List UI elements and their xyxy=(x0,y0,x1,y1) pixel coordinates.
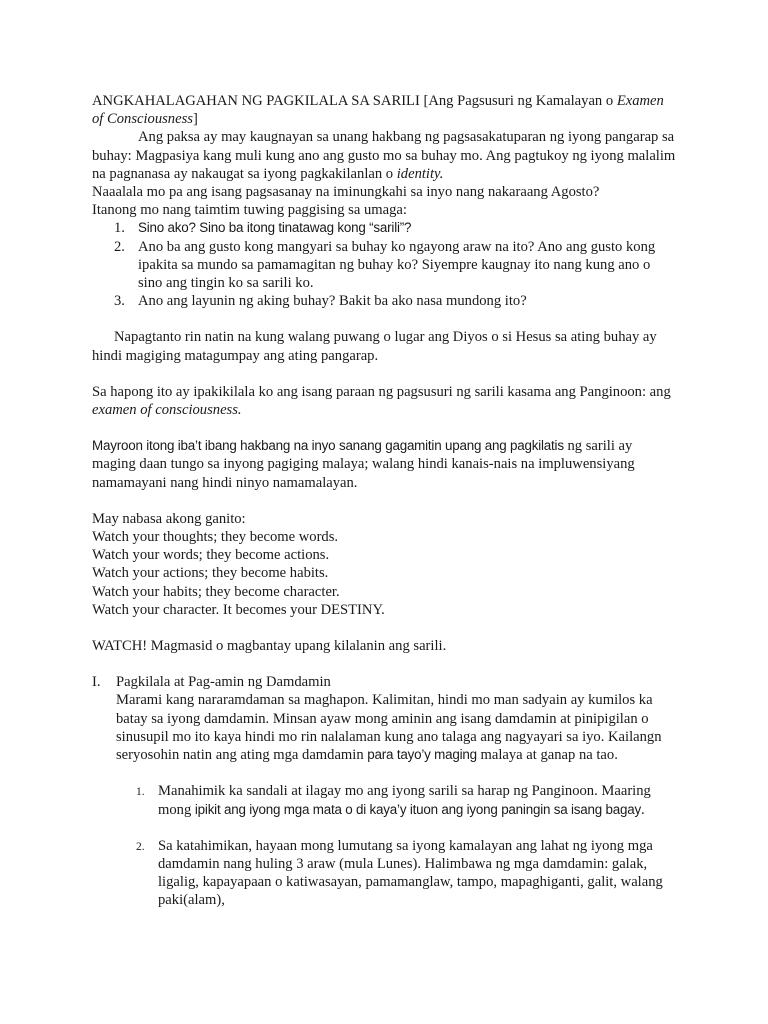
section-number: I. xyxy=(92,674,101,691)
question-text: Ano ang layunin ng aking buhay? Bakit ba ako nasa mundong ito? xyxy=(138,293,527,310)
title-bracket: [Ang Pagsusuri ng Kamalayan o xyxy=(423,93,617,109)
step-number: 1. xyxy=(136,786,145,799)
step-sans-text: ipikit ang iyong mga mata o di kaya’y ituon ang iyong paningin sa isang bagay xyxy=(194,801,642,817)
intro-instruction-line: Itanong mo nang taimtim tuwing paggising sa umaga: xyxy=(92,202,407,219)
question-item xyxy=(92,238,676,293)
section-sans-text: para tayo’y maging xyxy=(367,747,477,763)
step-text-end: . xyxy=(641,801,645,818)
section-title: Pagkilala at Pag-amin ng Damdamin xyxy=(116,674,331,691)
section-text-end: malaya at ganap na tao. xyxy=(476,747,618,764)
section-text: Marami kang nararamdaman sa maghapon. Kalimitan, hindi mo man sadyain ay kumilos ka batay sa iyong damdamin. Minsan ayaw mong aminin ang isang damdamin at pinipigilan o sinusupil mo ito kaya hindi mo rin nalalaman kung ano talaga ang nagyayari sa iyo. Kailangn seryosohin natin ang ating mga damdamin xyxy=(116,692,662,764)
step-item xyxy=(92,837,676,910)
question-item xyxy=(92,219,676,237)
mayroon-rest-text: ng sarili ay maging daan tungo sa inyong pagiging malaya; walang hindi kanais-nais na impluwensiyang namamayani nang hindi ninyo namamalayan. xyxy=(92,438,635,491)
question-number: 2. xyxy=(114,238,125,255)
paragraph-napagtanto: Napagtanto rin natin na kung walang puwang o lugar ang Diyos o si Hesus sa ating buhay ay hindi magiging matagumpay ang ating pangarap. xyxy=(92,329,657,364)
intro-question-line: Naaalala mo pa ang isang pagsasanay na iminungkahi sa inyo nang nakaraang Agosto? xyxy=(92,184,600,201)
paragraph-mayroon xyxy=(92,437,676,492)
section-pagkilala xyxy=(92,673,676,764)
section-paragraph xyxy=(116,691,676,764)
intro-italic: identity. xyxy=(396,165,444,182)
intro-paragraph xyxy=(92,128,676,183)
document-title xyxy=(92,92,676,128)
step-list xyxy=(92,782,676,909)
title-close: ] xyxy=(192,111,198,128)
quote-intro: May nabasa akong ganito: xyxy=(92,510,246,527)
quote-line: Watch your thoughts; they become words. xyxy=(92,529,339,546)
watch-line: WATCH! Magmasid o magbantay upang kilalanin ang sarili. xyxy=(92,638,447,655)
title-main: ANGKAHALAGAHAN NG PAGKILALA SA SARILI xyxy=(92,93,424,109)
step-text: Sa katahimikan, hayaan mong lumutang sa iyong kamalayan ang lahat ng iyong mga damdamin nang huling 3 araw (mula Lunes). Halimbawa ng mga damdamin: galak, ligalig, kapayapaan o katiwasayan, pamamanglaw, tampo, mapaghiganti, galit, walang paki(alam), xyxy=(158,837,663,909)
hapon-italic: examen of consciousness. xyxy=(92,402,242,419)
step-number: 2. xyxy=(136,840,145,853)
question-item xyxy=(92,292,676,310)
title-italic: Examen of Consciousness xyxy=(92,93,664,128)
question-number: 3. xyxy=(114,293,125,310)
question-number: 1. xyxy=(114,220,125,237)
step-text: Manahimik ka sandali at ilagay mo ang iyong sarili sa harap ng Panginoon. Maaring mong xyxy=(158,783,651,818)
mayroon-sans-text: Mayroon itong iba’t ibang hakbang na inyo sanang gagamitin upang ang pagkilatis xyxy=(92,438,564,454)
hapon-text: Sa hapong ito ay ipakikilala ko ang isang paraan ng pagsusuri ng sarili kasama ang Panginoon: ang xyxy=(92,383,671,400)
intro-text: Ang paksa ay may kaugnayan sa unang hakbang ng pagsasakatuparan ng iyong pangarap sa buhay: Magpasiya kang muli kung ano ang gusto mo sa buhay mo. Ang pagtukoy ng iyong malalim na pagnanasa ay nakaugat sa iyong pagkakilanlan o xyxy=(92,129,676,182)
quote-line: Watch your habits; they become character. xyxy=(92,583,340,600)
paragraph-hapon xyxy=(92,383,676,419)
step-item xyxy=(92,782,676,818)
quote-line: Watch your character. It becomes your DESTINY. xyxy=(92,601,385,618)
quote-line: Watch your actions; they become habits. xyxy=(92,565,329,582)
quote-line: Watch your words; they become actions. xyxy=(92,547,330,564)
question-list xyxy=(92,219,676,310)
question-text: Ano ba ang gusto kong mangyari sa buhay ko ngayong araw na ito? Ano ang gusto kong ipakita sa mundo sa pamamagitan ng buhay ko? Siyempre kaugnay ito nang kung ano o sino ang tingin ko sa sarili ko. xyxy=(138,238,656,292)
question-text: Sino ako? Sino ba itong tinatawag kong “sarili”? xyxy=(138,220,412,236)
